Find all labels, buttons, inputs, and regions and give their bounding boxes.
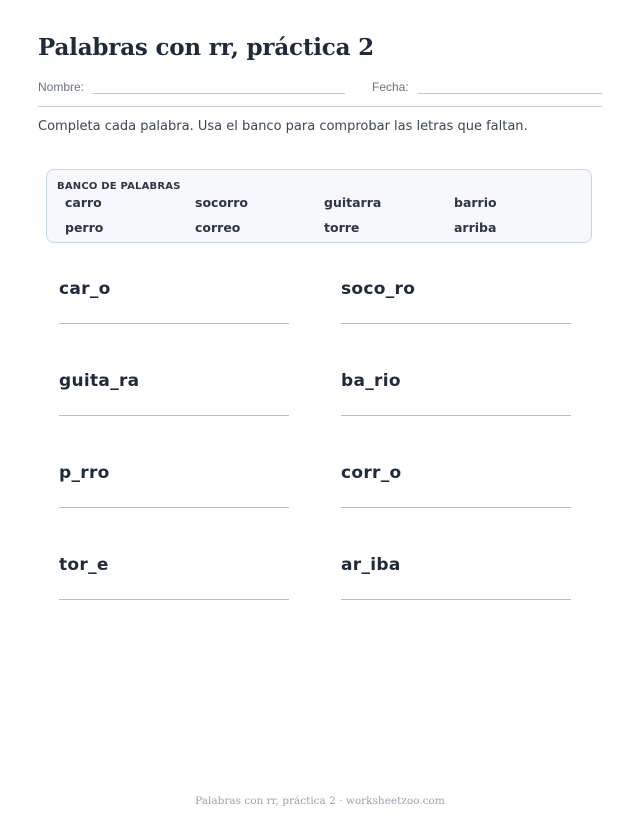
answer-line[interactable] — [59, 323, 289, 324]
answer-line[interactable] — [341, 599, 571, 600]
name-field[interactable] — [92, 93, 345, 94]
word-bank-title: BANCO DE PALABRAS — [57, 181, 181, 192]
date-field[interactable] — [418, 93, 602, 94]
exercise-word: soco_ro — [341, 279, 416, 299]
name-label: Nombre: — [38, 80, 85, 94]
word-bank — [46, 169, 592, 243]
answer-line[interactable] — [341, 507, 571, 508]
word-bank-item: torre — [324, 220, 360, 235]
word-bank-item: arriba — [454, 220, 497, 235]
date-label: Fecha: — [372, 80, 409, 94]
answer-line[interactable] — [59, 507, 289, 508]
exercise-word: tor_e — [59, 555, 109, 575]
word-bank-item: carro — [65, 195, 102, 210]
answer-line[interactable] — [341, 323, 571, 324]
word-bank-item: guitarra — [324, 195, 382, 210]
exercise-word: corr_o — [341, 463, 402, 483]
answer-line[interactable] — [59, 415, 289, 416]
instructions: Completa cada palabra. Usa el banco para comprobar las letras que faltan. — [38, 119, 528, 134]
exercise-word: car_o — [59, 279, 111, 299]
exercise-word: ar_iba — [341, 555, 401, 575]
exercise-word: guita_ra — [59, 371, 140, 391]
exercise-word: ba_rio — [341, 371, 401, 391]
answer-line[interactable] — [341, 415, 571, 416]
word-bank-item: barrio — [454, 195, 497, 210]
word-bank-item: correo — [195, 220, 241, 235]
exercise-word: p_rro — [59, 463, 110, 483]
word-bank-item: socorro — [195, 195, 248, 210]
header-fields — [38, 80, 602, 96]
word-bank-item: perro — [65, 220, 104, 235]
page-title: Palabras con rr, práctica 2 — [38, 34, 374, 61]
page-footer: Palabras con rr, práctica 2 · worksheetzoo.com — [195, 795, 445, 807]
answer-line[interactable] — [59, 599, 289, 600]
header-divider — [38, 106, 602, 107]
